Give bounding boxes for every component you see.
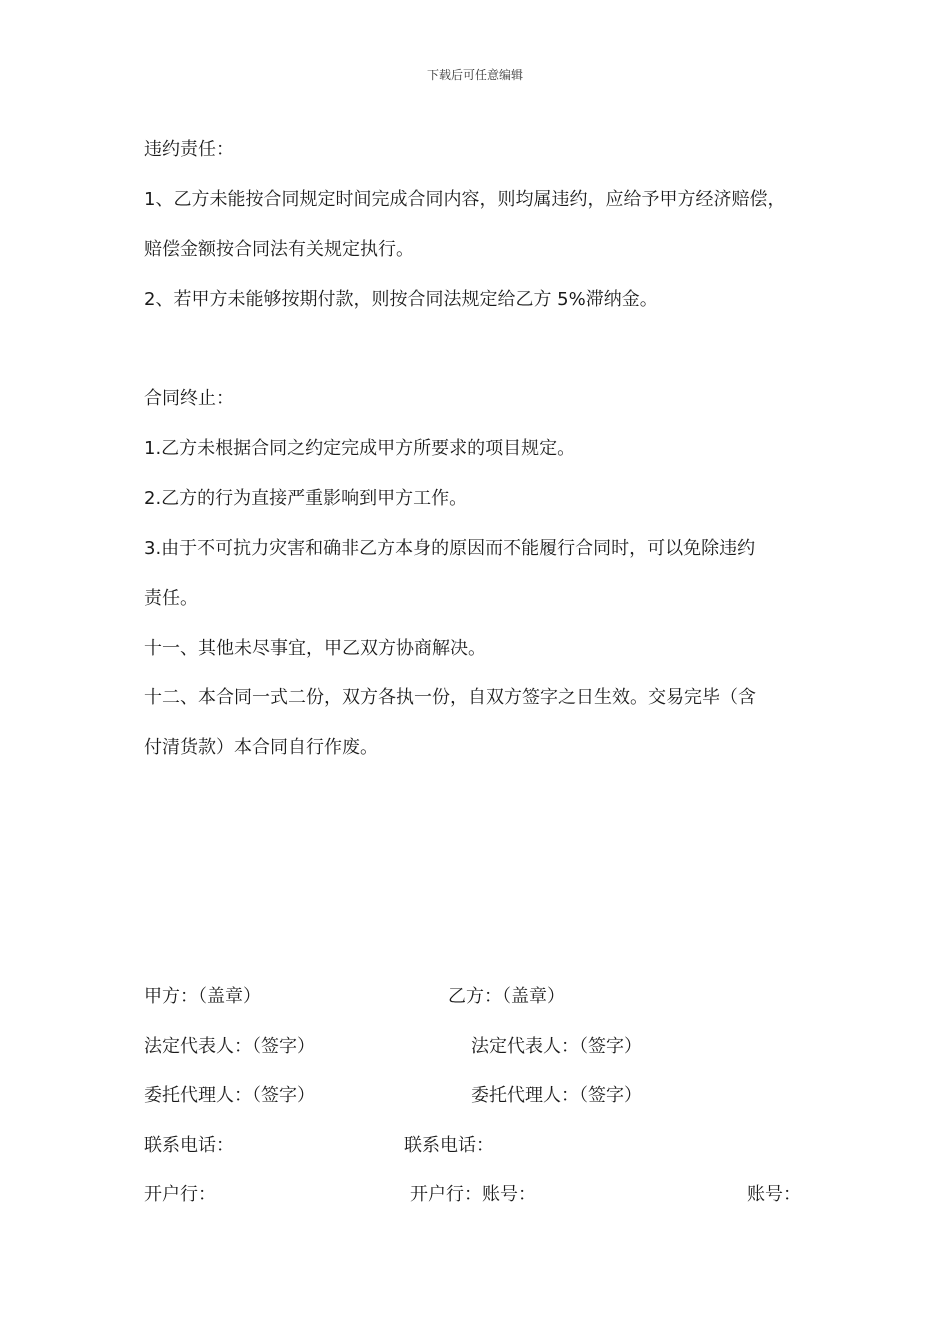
party-b-phone: 联系电话： [404, 1135, 494, 1156]
section-title-termination: 合同终止： [144, 388, 234, 409]
party-a-legal-rep: 法定代表人：（签字） [144, 1036, 315, 1057]
party-b-legal-rep: 法定代表人：（签字） [471, 1036, 642, 1057]
party-b-bank-party-a-account: 开户行：账号： [410, 1184, 536, 1205]
party-a-agent: 委托代理人：（签字） [144, 1085, 315, 1106]
clause-termination-2: 2.乙方的行为直接严重影响到甲方工作。 [144, 488, 468, 509]
clause-twelve: 十二、本合同一式二份，双方各执一份，自双方签字之日生效。交易完毕（含 [144, 687, 756, 708]
party-b-account: 账号： [747, 1184, 801, 1205]
clause-termination-1: 1.乙方未根据合同之约定完成甲方所要求的项目规定。 [144, 438, 576, 459]
clause-breach-2: 2、若甲方未能够按期付款，则按合同法规定给乙方 5%滞纳金。 [144, 289, 658, 310]
section-title-breach: 违约责任： [144, 139, 234, 160]
party-a-seal: 甲方：（盖章） [144, 986, 261, 1007]
party-a-phone: 联系电话： [144, 1135, 234, 1156]
clause-termination-3: 3.由于不可抗力灾害和确非乙方本身的原因而不能履行合同时，可以免除违约 [144, 538, 756, 559]
clause-breach-1-cont: 赔偿金额按合同法有关规定执行。 [144, 239, 414, 260]
clause-breach-1: 1、乙方未能按合同规定时间完成合同内容，则均属违约，应给予甲方经济赔偿， [144, 189, 786, 210]
clause-eleven: 十一、其他未尽事宜，甲乙双方协商解决。 [144, 638, 486, 659]
party-b-agent: 委托代理人：（签字） [471, 1085, 642, 1106]
clause-termination-3-cont: 责任。 [144, 588, 198, 609]
page-header-note: 下载后可任意编辑 [426, 68, 523, 82]
clause-twelve-cont: 付清货款）本合同自行作废。 [144, 737, 378, 758]
party-b-seal: 乙方：（盖章） [448, 986, 565, 1007]
party-a-bank: 开户行： [144, 1184, 216, 1205]
